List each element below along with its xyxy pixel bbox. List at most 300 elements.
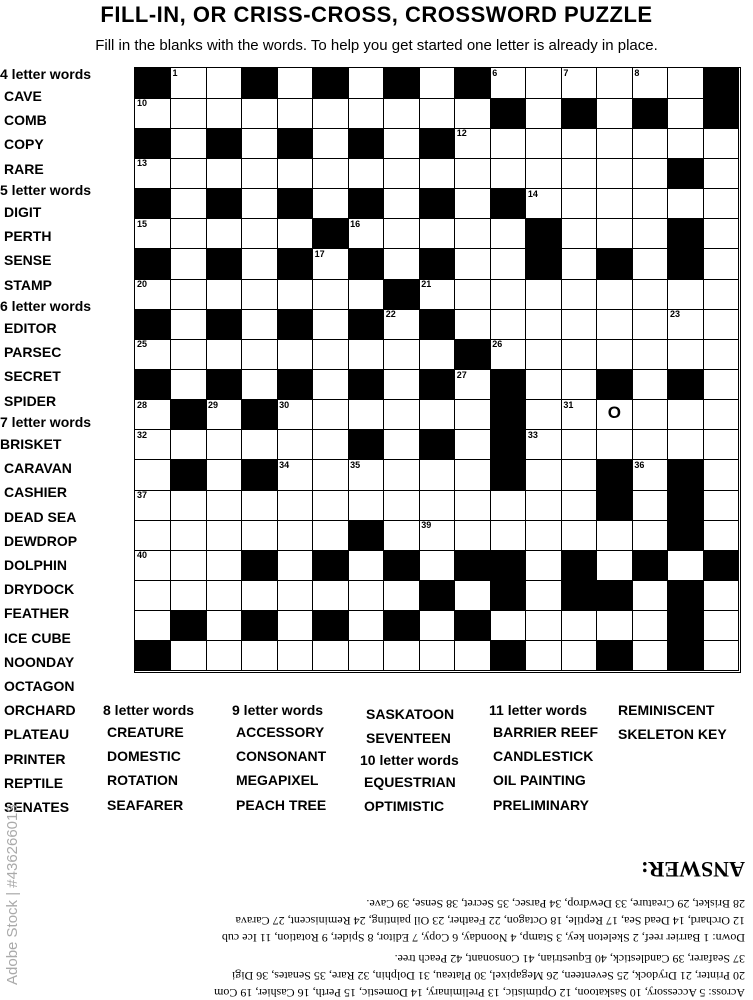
grid-cell[interactable] (277, 520, 313, 551)
grid-cell[interactable] (703, 520, 739, 551)
grid-cell[interactable] (632, 68, 668, 99)
grid-cell[interactable] (455, 581, 491, 612)
word-list-item: NOONDAY (4, 653, 75, 670)
grid-cell[interactable] (348, 641, 384, 672)
grid-cell[interactable] (384, 339, 420, 370)
grid-cell[interactable] (703, 490, 739, 521)
grid-cell[interactable] (632, 611, 668, 642)
grid-cell[interactable] (135, 98, 171, 129)
grid-cell[interactable] (135, 219, 171, 250)
grid-block (348, 370, 384, 401)
grid-cell[interactable] (455, 219, 491, 250)
grid-cell[interactable] (242, 128, 278, 159)
clue-number: 8 (634, 68, 640, 78)
grid-cell[interactable] (632, 309, 668, 340)
grid-cell[interactable] (206, 490, 242, 521)
grid-cell[interactable] (597, 550, 633, 581)
grid-cell[interactable] (419, 339, 455, 370)
grid-cell[interactable] (135, 550, 171, 581)
grid-cell[interactable] (526, 400, 562, 431)
grid-cell[interactable] (561, 430, 597, 461)
grid-cell[interactable] (419, 400, 455, 431)
grid-cell[interactable] (668, 550, 704, 581)
grid-cell[interactable] (455, 430, 491, 461)
grid-cell[interactable] (242, 98, 278, 129)
grid-block (597, 249, 633, 280)
grid-cell[interactable] (171, 520, 207, 551)
grid-block (277, 189, 313, 220)
grid-cell[interactable] (632, 490, 668, 521)
grid-cell[interactable] (348, 490, 384, 521)
grid-cell[interactable] (242, 370, 278, 401)
grid-cell[interactable] (313, 430, 349, 461)
grid-cell[interactable] (561, 249, 597, 280)
word-list-item: PEACH TREE (236, 796, 327, 813)
grid-cell[interactable] (703, 339, 739, 370)
grid-cell[interactable] (703, 158, 739, 189)
grid-cell[interactable] (632, 520, 668, 551)
grid-cell[interactable] (561, 641, 597, 672)
grid-cell[interactable] (313, 279, 349, 310)
word-list-item: SENATES (4, 799, 70, 815)
grid-cell[interactable] (171, 279, 207, 310)
grid-block (135, 370, 171, 401)
grid-cell[interactable] (526, 68, 562, 99)
grid-cell[interactable] (668, 400, 704, 431)
grid-block (242, 68, 278, 99)
grid-cell[interactable] (526, 98, 562, 129)
grid-cell[interactable] (455, 249, 491, 280)
grid-cell[interactable] (419, 98, 455, 129)
grid-cell[interactable] (242, 520, 278, 551)
grid-block (455, 339, 491, 370)
grid-cell[interactable] (455, 128, 491, 159)
grid-cell[interactable] (632, 400, 668, 431)
grid-cell[interactable] (384, 641, 420, 672)
grid-cell[interactable] (171, 219, 207, 250)
grid-cell[interactable] (703, 400, 739, 431)
grid-cell[interactable] (135, 430, 171, 461)
grid-cell[interactable] (313, 249, 349, 280)
grid-cell[interactable] (384, 581, 420, 612)
grid-cell[interactable] (348, 279, 384, 310)
grid-block (455, 611, 491, 642)
grid-block (348, 430, 384, 461)
grid-cell[interactable] (632, 370, 668, 401)
word-list-item: MEGAPIXEL (236, 772, 319, 789)
grid-cell[interactable] (206, 400, 242, 431)
grid-cell[interactable] (348, 68, 384, 99)
word-list-item: PARSEC (4, 344, 62, 361)
grid-cell[interactable] (206, 611, 242, 642)
grid-cell[interactable] (703, 430, 739, 461)
grid-cell[interactable] (277, 219, 313, 250)
grid-cell[interactable] (384, 309, 420, 340)
grid-block (490, 460, 526, 491)
grid-cell[interactable] (313, 490, 349, 521)
grid-block (206, 309, 242, 340)
grid-cell[interactable] (632, 339, 668, 370)
grid-cell[interactable] (242, 189, 278, 220)
grid-cell[interactable] (277, 98, 313, 129)
grid-cell[interactable] (313, 581, 349, 612)
clue-number: 41 (492, 580, 503, 591)
grid-cell[interactable] (242, 219, 278, 250)
grid-cell[interactable] (632, 581, 668, 612)
grid-cell[interactable] (632, 249, 668, 280)
grid-cell[interactable] (597, 339, 633, 370)
grid-cell[interactable] (277, 490, 313, 521)
grid-cell[interactable] (526, 611, 562, 642)
grid-cell[interactable] (242, 279, 278, 310)
grid-cell[interactable] (206, 98, 242, 129)
answer-line: 20 Printer, 21 Drydock, 25 Seventeen, 26 Megapixel, 30 Plateau, 31 Dolphin, 32 Rare, 35 Senates, 36 Digi (231, 969, 745, 983)
grid-cell[interactable] (242, 309, 278, 340)
grid-cell[interactable] (135, 611, 171, 642)
grid-cell[interactable] (171, 128, 207, 159)
grid-cell[interactable] (668, 339, 704, 370)
grid-cell[interactable] (455, 520, 491, 551)
grid-cell[interactable] (242, 249, 278, 280)
grid-cell[interactable] (206, 550, 242, 581)
grid-cell[interactable] (455, 98, 491, 129)
grid-cell[interactable] (348, 611, 384, 642)
grid-cell[interactable] (384, 370, 420, 401)
grid-block (668, 219, 704, 250)
clue-number: 9 (705, 68, 711, 78)
grid-cell[interactable] (597, 400, 633, 431)
grid-cell[interactable] (313, 128, 349, 159)
grid-cell[interactable] (632, 219, 668, 250)
grid-cell[interactable] (632, 430, 668, 461)
grid-cell[interactable] (561, 611, 597, 642)
grid-block (703, 68, 739, 99)
grid-cell[interactable] (384, 520, 420, 551)
grid-cell[interactable] (171, 370, 207, 401)
word-list-item: PRELIMINARY (493, 796, 589, 813)
grid-cell[interactable] (313, 400, 349, 431)
grid-block (348, 249, 384, 280)
clue-number: 12 (456, 128, 467, 139)
grid-cell[interactable] (171, 550, 207, 581)
grid-cell[interactable] (384, 189, 420, 220)
grid-cell[interactable] (526, 339, 562, 370)
grid-cell[interactable] (171, 581, 207, 612)
grid-cell[interactable] (419, 279, 455, 310)
grid-cell[interactable] (526, 158, 562, 189)
grid-cell[interactable] (384, 400, 420, 431)
grid-cell[interactable] (313, 520, 349, 551)
grid-cell[interactable] (206, 581, 242, 612)
grid-cell[interactable] (135, 158, 171, 189)
grid-cell[interactable] (348, 581, 384, 612)
grid-cell[interactable] (135, 490, 171, 521)
grid-cell[interactable] (561, 128, 597, 159)
grid-cell[interactable] (703, 370, 739, 401)
grid-cell[interactable] (313, 370, 349, 401)
grid-cell[interactable] (277, 611, 313, 642)
grid-cell[interactable] (490, 490, 526, 521)
grid-cell[interactable] (490, 158, 526, 189)
grid-cell[interactable] (277, 430, 313, 461)
grid-cell[interactable] (490, 520, 526, 551)
grid-cell[interactable] (277, 550, 313, 581)
grid-cell[interactable] (242, 581, 278, 612)
grid-cell[interactable] (171, 158, 207, 189)
grid-cell[interactable] (490, 339, 526, 370)
grid-cell[interactable] (526, 430, 562, 461)
grid-cell[interactable] (561, 370, 597, 401)
grid-cell[interactable] (526, 309, 562, 340)
grid-cell[interactable] (561, 158, 597, 189)
grid-cell[interactable] (632, 158, 668, 189)
grid-cell[interactable] (348, 400, 384, 431)
grid-cell[interactable] (135, 339, 171, 370)
grid-cell[interactable] (526, 520, 562, 551)
grid-cell[interactable] (561, 339, 597, 370)
grid-cell[interactable] (277, 158, 313, 189)
grid-cell[interactable] (171, 189, 207, 220)
grid-cell[interactable] (384, 430, 420, 461)
grid-cell[interactable] (313, 98, 349, 129)
grid-block (384, 611, 420, 642)
grid-cell[interactable] (277, 400, 313, 431)
grid-cell[interactable] (348, 219, 384, 250)
grid-cell[interactable] (384, 128, 420, 159)
grid-cell[interactable] (277, 68, 313, 99)
clue-number: 32 (137, 429, 148, 440)
grid-cell[interactable] (490, 219, 526, 250)
grid-cell[interactable] (384, 219, 420, 250)
grid-cell[interactable] (313, 189, 349, 220)
grid-cell[interactable] (277, 339, 313, 370)
grid-cell[interactable] (490, 309, 526, 340)
grid-cell[interactable] (206, 520, 242, 551)
grid-cell[interactable] (171, 339, 207, 370)
grid-cell[interactable] (206, 460, 242, 491)
grid-cell[interactable] (171, 98, 207, 129)
grid-cell[interactable] (455, 189, 491, 220)
grid-cell[interactable] (561, 309, 597, 340)
grid-cell[interactable] (632, 279, 668, 310)
word-list-item: DEWDROP (4, 532, 78, 549)
grid-cell[interactable] (597, 98, 633, 129)
grid-cell[interactable] (526, 581, 562, 612)
grid-block (561, 98, 597, 129)
word-list-item: CANDLESTICK (493, 748, 594, 765)
grid-cell[interactable] (561, 490, 597, 521)
grid-cell[interactable] (455, 400, 491, 431)
grid-cell[interactable] (526, 128, 562, 159)
grid-cell[interactable] (668, 68, 704, 99)
grid-cell[interactable] (703, 279, 739, 310)
grid-cell[interactable] (490, 611, 526, 642)
grid-cell[interactable] (597, 430, 633, 461)
grid-cell[interactable] (668, 430, 704, 461)
grid-cell[interactable] (526, 641, 562, 672)
grid-cell[interactable] (455, 641, 491, 672)
grid-cell[interactable] (135, 400, 171, 431)
grid-cell[interactable] (171, 430, 207, 461)
grid-cell[interactable] (703, 189, 739, 220)
grid-cell[interactable] (419, 520, 455, 551)
grid-cell[interactable] (348, 339, 384, 370)
grid-cell[interactable] (455, 158, 491, 189)
grid-cell[interactable] (206, 158, 242, 189)
grid-cell[interactable] (242, 641, 278, 672)
grid-cell[interactable] (242, 339, 278, 370)
grid-block (490, 98, 526, 129)
word-list-heading: 4 letter words (0, 66, 92, 82)
grid-cell[interactable] (490, 128, 526, 159)
grid-cell[interactable] (703, 641, 739, 672)
grid-cell[interactable] (206, 339, 242, 370)
grid-cell[interactable] (455, 370, 491, 401)
grid-cell[interactable] (242, 430, 278, 461)
grid-cell[interactable] (526, 460, 562, 491)
grid-cell[interactable] (703, 249, 739, 280)
grid-cell[interactable] (419, 611, 455, 642)
grid-cell[interactable] (384, 460, 420, 491)
grid-cell[interactable] (597, 219, 633, 250)
grid-cell[interactable] (597, 309, 633, 340)
grid-cell[interactable] (171, 309, 207, 340)
word-list-item: SENSE (4, 252, 52, 269)
grid-cell[interactable] (171, 249, 207, 280)
grid-cell[interactable] (242, 158, 278, 189)
grid-cell[interactable] (384, 158, 420, 189)
grid-cell[interactable] (561, 400, 597, 431)
grid-cell[interactable] (313, 460, 349, 491)
grid-cell[interactable] (703, 611, 739, 642)
grid-cell[interactable] (384, 490, 420, 521)
grid-cell[interactable] (703, 128, 739, 159)
grid-cell[interactable] (703, 581, 739, 612)
grid-cell[interactable] (632, 641, 668, 672)
grid-cell[interactable] (490, 249, 526, 280)
clue-number: 40 (137, 550, 148, 561)
grid-cell[interactable] (419, 641, 455, 672)
grid-cell[interactable] (632, 460, 668, 491)
grid-cell[interactable] (277, 279, 313, 310)
grid-cell[interactable] (703, 460, 739, 491)
grid-cell[interactable] (313, 309, 349, 340)
grid-cell[interactable] (561, 68, 597, 99)
grid-cell[interactable] (455, 460, 491, 491)
grid-block (206, 189, 242, 220)
grid-cell[interactable] (313, 339, 349, 370)
grid-block (668, 370, 704, 401)
grid-cell[interactable] (597, 68, 633, 99)
grid-cell[interactable] (526, 490, 562, 521)
grid-cell[interactable] (419, 219, 455, 250)
grid-cell[interactable] (135, 460, 171, 491)
grid-cell[interactable] (561, 189, 597, 220)
grid-cell[interactable] (668, 279, 704, 310)
grid-cell[interactable] (526, 370, 562, 401)
grid-cell[interactable] (597, 611, 633, 642)
clue-number: 30 (279, 399, 290, 410)
grid-cell[interactable] (135, 581, 171, 612)
grid-cell[interactable] (632, 189, 668, 220)
grid-cell[interactable] (668, 128, 704, 159)
grid-cell[interactable] (206, 430, 242, 461)
clue-number: 42 (172, 610, 183, 621)
grid-cell[interactable] (348, 158, 384, 189)
grid-cell[interactable] (313, 158, 349, 189)
grid-cell[interactable] (597, 520, 633, 551)
grid-cell[interactable] (703, 219, 739, 250)
grid-cell[interactable] (419, 68, 455, 99)
word-list-item: EDITOR (4, 320, 57, 336)
grid-cell[interactable] (277, 641, 313, 672)
grid-cell[interactable] (668, 309, 704, 340)
grid-cell[interactable] (206, 219, 242, 250)
grid-cell[interactable] (455, 309, 491, 340)
grid-cell[interactable] (526, 550, 562, 581)
grid-cell[interactable] (632, 128, 668, 159)
grid-cell[interactable] (242, 490, 278, 521)
grid-cell[interactable] (135, 520, 171, 551)
grid-cell[interactable] (313, 641, 349, 672)
grid-cell[interactable] (597, 279, 633, 310)
grid-cell[interactable] (561, 219, 597, 250)
grid-cell[interactable] (526, 189, 562, 220)
grid-cell[interactable] (206, 279, 242, 310)
grid-cell[interactable] (490, 279, 526, 310)
word-list-heading: 10 letter words (360, 752, 459, 768)
answer-line: 28 Brisket, 29 Creature, 33 Dewdrop, 34 Parsec, 35 Secret, 38 Sense, 39 Cave. (366, 897, 745, 911)
grid-cell[interactable] (135, 279, 171, 310)
grid-cell[interactable] (419, 550, 455, 581)
grid-cell[interactable] (561, 460, 597, 491)
grid-block (348, 189, 384, 220)
grid-cell[interactable] (561, 520, 597, 551)
grid-cell[interactable] (419, 490, 455, 521)
grid-cell[interactable] (668, 98, 704, 129)
grid-cell[interactable] (668, 189, 704, 220)
grid-cell[interactable] (455, 490, 491, 521)
grid-cell[interactable] (348, 98, 384, 129)
grid-cell[interactable] (277, 460, 313, 491)
grid-cell[interactable] (561, 279, 597, 310)
grid-cell[interactable] (171, 490, 207, 521)
grid-cell[interactable] (206, 68, 242, 99)
answer-line: 37 Seafarer, 39 Candlestick, 40 Equestrian, 41 Consonant, 42 Peach tree. (394, 952, 745, 966)
grid-cell[interactable] (597, 158, 633, 189)
grid-cell[interactable] (384, 98, 420, 129)
grid-block (206, 128, 242, 159)
grid-cell[interactable] (597, 189, 633, 220)
grid-block (597, 581, 633, 612)
grid-cell[interactable] (490, 68, 526, 99)
grid-cell[interactable] (348, 460, 384, 491)
grid-cell[interactable] (277, 581, 313, 612)
grid-cell[interactable] (597, 128, 633, 159)
grid-cell[interactable] (384, 249, 420, 280)
grid-cell[interactable] (206, 641, 242, 672)
grid-cell[interactable] (171, 641, 207, 672)
grid-cell[interactable] (348, 550, 384, 581)
grid-cell[interactable] (419, 460, 455, 491)
grid-cell[interactable] (526, 279, 562, 310)
grid-cell[interactable] (171, 68, 207, 99)
grid-cell[interactable] (455, 279, 491, 310)
word-list-item: COPY (4, 136, 44, 153)
clue-number: 36 (634, 459, 645, 470)
grid-cell[interactable] (419, 158, 455, 189)
grid-cell[interactable] (703, 309, 739, 340)
